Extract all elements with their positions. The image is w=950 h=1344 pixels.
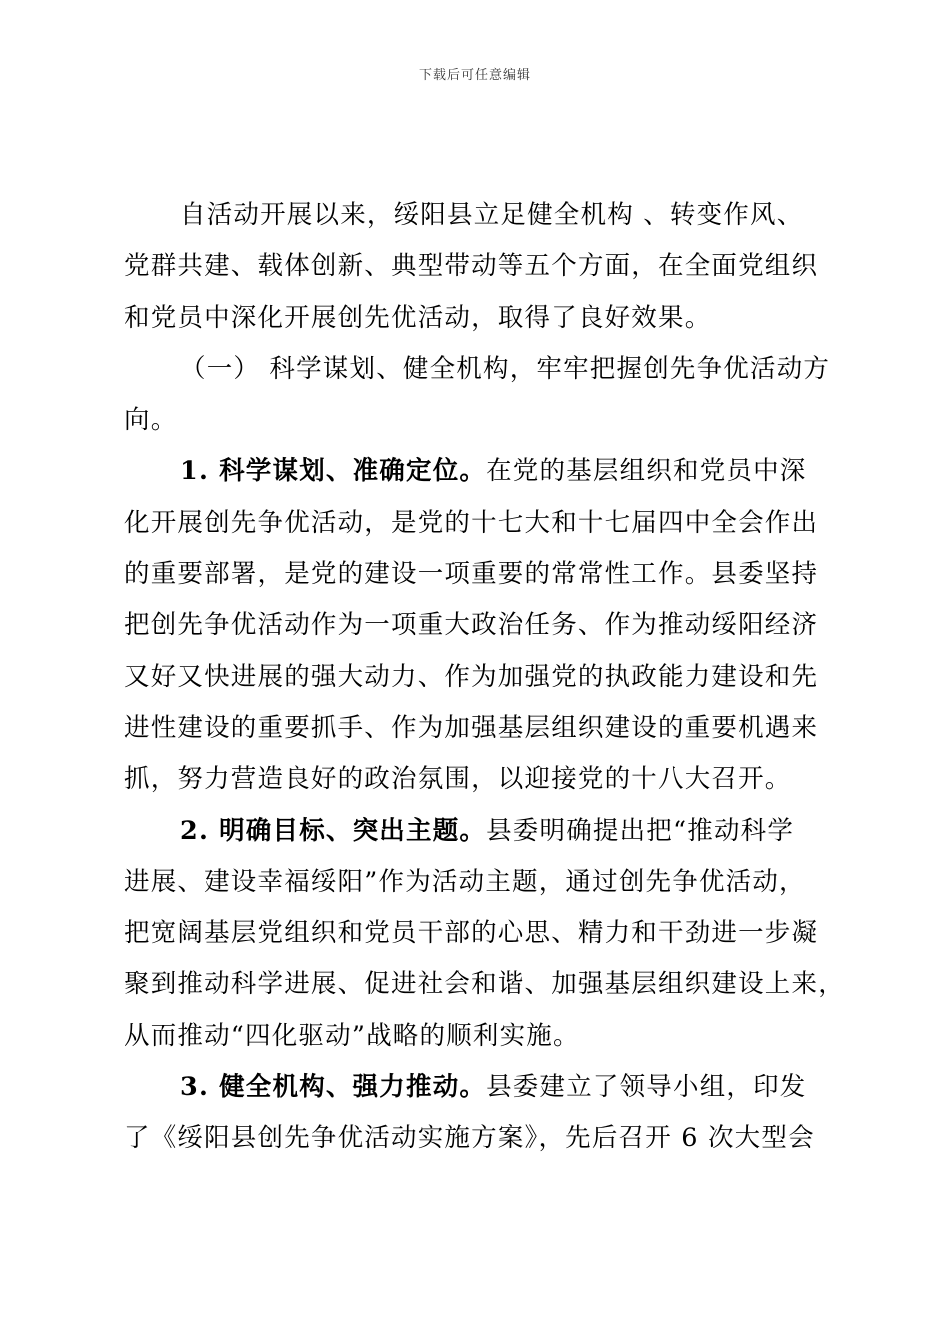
paragraph-line: 把创先争优活动作为一项重大政治任务、作为推动绥阳经济 bbox=[124, 610, 819, 641]
section-heading-line: 向。 bbox=[124, 405, 178, 436]
paragraph-line: 进展、建设幸福绥阳”作为活动主题，通过创先争优活动， bbox=[124, 866, 806, 897]
paragraph-line: 抓，努力营造良好的政治氛围，以迎接党的十八大召开。 bbox=[124, 764, 792, 795]
paragraph-line: 的重要部署，是党的建设一项重要的常常性工作。县委坚持 bbox=[124, 559, 819, 590]
paragraph-line: 从而推动“四化驱动”战略的顺利实施。 bbox=[124, 1020, 580, 1051]
paragraph-line: 和党员中深化开展创先优活动，取得了良好效果。 bbox=[124, 302, 712, 333]
numbered-heading: 2. 明确目标、突出主题。 bbox=[180, 815, 487, 846]
numbered-paragraph-line bbox=[124, 806, 832, 857]
numbered-paragraph-line bbox=[124, 1062, 832, 1113]
paragraph-line: 了《绥阳县创先争优活动实施方案》，先后召开 6 次大型会 bbox=[124, 1123, 815, 1154]
paragraph-line: 自活动开展以来，绥阳县立足健全机构 、转变作风、 bbox=[180, 200, 804, 230]
document-body bbox=[124, 190, 845, 1165]
paragraph-text: 县委建立了领导小组，印发 bbox=[486, 1072, 807, 1103]
section-heading-line: （一） 科学谋划、健全机构，牢牢把握创先争优活动方 bbox=[180, 353, 831, 384]
numbered-paragraph-line bbox=[124, 446, 832, 497]
paragraph-line: 聚到推动科学进展、促进社会和谐、加强基层组织建设上来， bbox=[124, 969, 845, 1000]
paragraph-text: 在党的基层组织和党员中深 bbox=[486, 456, 807, 487]
paragraph-text: 县委明确提出把“推动科学 bbox=[486, 815, 795, 846]
paragraph-line: 把宽阔基层党组织和党员干部的心思、精力和干劲进一步凝 bbox=[124, 918, 819, 949]
paragraph-line: 化开展创先争优活动，是党的十七大和十七届四中全会作出 bbox=[124, 507, 819, 538]
paragraph-line: 党群共建、载体创新、典型带动等五个方面，在全面党组织 bbox=[124, 251, 819, 282]
paragraph-line: 又好又快进展的强大动力、作为加强党的执政能力建设和先 bbox=[124, 661, 819, 692]
paragraph-line: 进性建设的重要抓手、作为加强基层组织建设的重要机遇来 bbox=[124, 712, 819, 743]
numbered-heading: 1. 科学谋划、准确定位。 bbox=[180, 456, 487, 487]
numbered-heading: 3. 健全机构、强力推动。 bbox=[180, 1072, 487, 1103]
header-note: 下载后可任意编辑 bbox=[418, 68, 531, 83]
